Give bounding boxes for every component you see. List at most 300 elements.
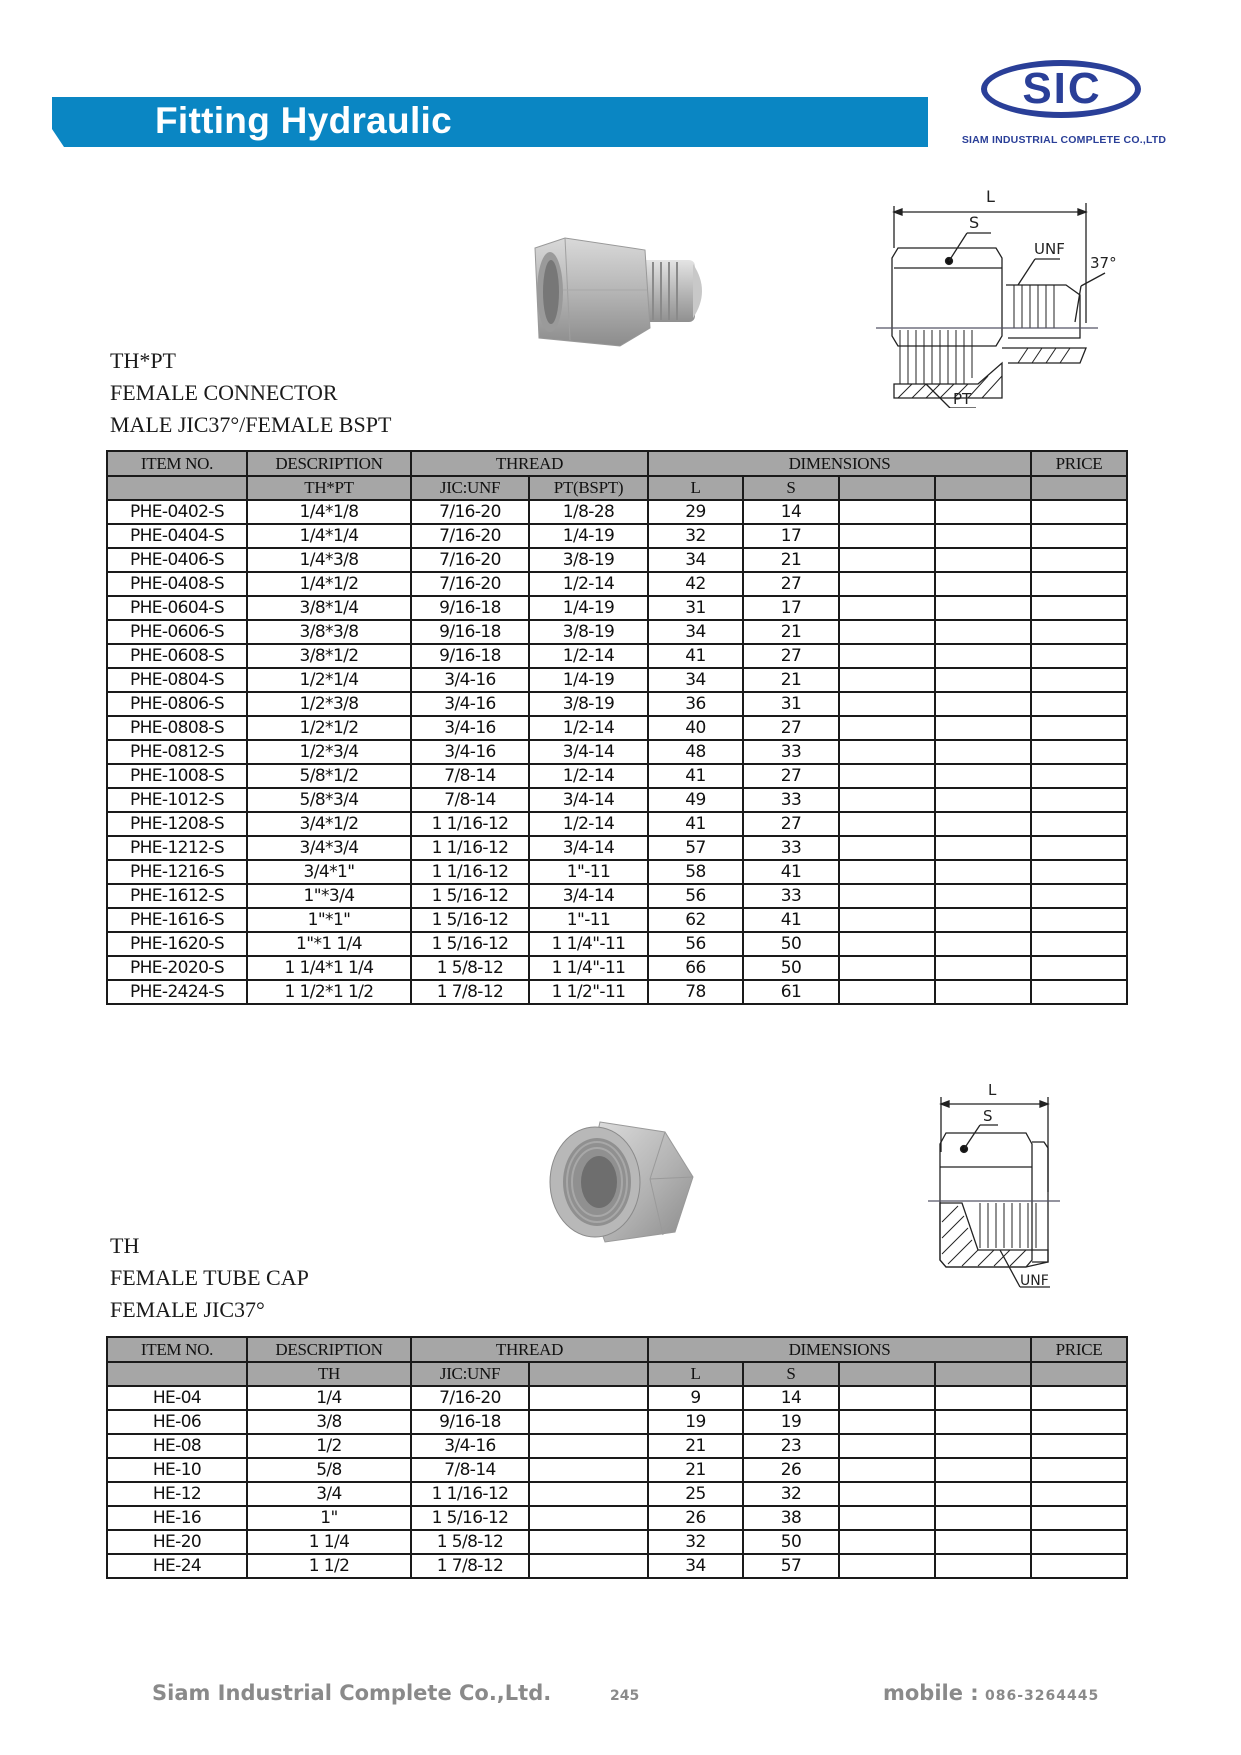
cell-dim-l: 78: [648, 980, 743, 1004]
cell-dim-l: 56: [648, 884, 743, 908]
cell-dim-l: 48: [648, 740, 743, 764]
cap-drawing-label-hex: S: [983, 1107, 993, 1125]
cell-thread-pt: 1 1/2"-11: [529, 980, 648, 1004]
cell-dim-s: 21: [743, 668, 839, 692]
female-tube-cap-photo: [545, 1117, 695, 1247]
cell-description: 1"*1": [247, 908, 411, 932]
cap-drawing-label-length: L: [988, 1082, 997, 1099]
cell-dim-l: 40: [648, 716, 743, 740]
cell-price: [1031, 932, 1127, 956]
cell-item-no: HE-20: [107, 1530, 247, 1554]
cell-dim-s: 21: [743, 620, 839, 644]
cell-dim-l: 36: [648, 692, 743, 716]
cell-thread-pt: 1/4-19: [529, 524, 648, 548]
cell-description: 1/4*3/8: [247, 548, 411, 572]
cell-item-no: PHE-0406-S: [107, 548, 247, 572]
header-dimensions: DIMENSIONS: [648, 451, 1031, 476]
table-header-row: [107, 451, 1127, 476]
cell-dim-3: [839, 596, 935, 620]
cell-dim-l: 56: [648, 932, 743, 956]
cell-dim-4: [935, 740, 1031, 764]
cell-dim-s: 17: [743, 596, 839, 620]
cell-dim-s: 26: [743, 1458, 839, 1482]
cell-dim-4: [935, 1506, 1031, 1530]
drawing-label-hex: S: [969, 213, 980, 232]
subheader-item: [107, 476, 247, 500]
cell-thread-pt: [529, 1386, 648, 1410]
subheader-dim3: [839, 476, 935, 500]
cell-dim-3: [839, 644, 935, 668]
cell-dim-l: 42: [648, 572, 743, 596]
cell-dim-4: [935, 524, 1031, 548]
cell-thread-pt: 3/4-14: [529, 788, 648, 812]
cell-thread-pt: 3/8-19: [529, 620, 648, 644]
cell-dim-s: 27: [743, 812, 839, 836]
cell-thread-pt: 1/2-14: [529, 716, 648, 740]
cell-dim-3: [839, 1458, 935, 1482]
cell-description: 3/4*1": [247, 860, 411, 884]
table-row: [107, 572, 1127, 596]
header-description: DESCRIPTION: [247, 1337, 411, 1362]
cell-dim-l: 21: [648, 1458, 743, 1482]
cell-thread-jic-unf: 7/16-20: [411, 548, 529, 572]
table-row: [107, 1458, 1127, 1482]
table-row: [107, 1554, 1127, 1578]
cell-thread-jic-unf: 1 7/8-12: [411, 980, 529, 1004]
cell-price: [1031, 788, 1127, 812]
cell-dim-s: 33: [743, 884, 839, 908]
cell-thread-jic-unf: 7/16-20: [411, 500, 529, 524]
cell-thread-pt: 3/4-14: [529, 740, 648, 764]
cell-dim-3: [839, 908, 935, 932]
cell-thread-pt: [529, 1458, 648, 1482]
cell-description: 1/4: [247, 1386, 411, 1410]
cell-thread-jic-unf: 9/16-18: [411, 1410, 529, 1434]
cell-item-no: PHE-0604-S: [107, 596, 247, 620]
cell-thread-jic-unf: 7/16-20: [411, 572, 529, 596]
cell-price: [1031, 764, 1127, 788]
cell-dim-3: [839, 548, 935, 572]
cell-description: 1/2*3/4: [247, 740, 411, 764]
table-row: [107, 1482, 1127, 1506]
cell-thread-jic-unf: 7/8-14: [411, 764, 529, 788]
table-subheader-row: [107, 1362, 1127, 1386]
cell-description: 5/8: [247, 1458, 411, 1482]
cell-dim-3: [839, 884, 935, 908]
cell-dim-l: 41: [648, 644, 743, 668]
table-row: [107, 524, 1127, 548]
header-price: PRICE: [1031, 451, 1127, 476]
header-thread: THREAD: [411, 451, 648, 476]
cell-price: [1031, 596, 1127, 620]
drawing-label-pt: PT: [953, 390, 972, 408]
cell-price: [1031, 1410, 1127, 1434]
cell-dim-s: 33: [743, 788, 839, 812]
cell-dim-l: 32: [648, 524, 743, 548]
cell-thread-pt: 3/4-14: [529, 836, 648, 860]
cell-price: [1031, 812, 1127, 836]
cell-dim-4: [935, 884, 1031, 908]
cell-thread-jic-unf: 1 5/16-12: [411, 932, 529, 956]
cell-item-no: HE-08: [107, 1434, 247, 1458]
header-description: DESCRIPTION: [247, 451, 411, 476]
cell-description: 3/8: [247, 1410, 411, 1434]
cell-thread-jic-unf: 1 5/16-12: [411, 1506, 529, 1530]
cell-thread-pt: 1/4-19: [529, 596, 648, 620]
cell-dim-4: [935, 788, 1031, 812]
cell-dim-s: 17: [743, 524, 839, 548]
cell-thread-pt: 1/2-14: [529, 812, 648, 836]
cell-dim-3: [839, 524, 935, 548]
footer-company: Siam Industrial Complete Co.,Ltd.: [152, 1681, 552, 1705]
logo-text: SIC: [1022, 64, 1102, 113]
cell-item-no: HE-16: [107, 1506, 247, 1530]
drawing-label-angle: 37°: [1090, 254, 1117, 272]
cell-thread-jic-unf: 1 1/16-12: [411, 860, 529, 884]
header-price: PRICE: [1031, 1337, 1127, 1362]
cell-dim-s: 33: [743, 740, 839, 764]
cell-thread-pt: [529, 1554, 648, 1578]
cell-dim-l: 26: [648, 1506, 743, 1530]
cell-description: 1"*3/4: [247, 884, 411, 908]
cell-dim-3: [839, 1482, 935, 1506]
table-row: [107, 644, 1127, 668]
cell-description: 3/8*1/2: [247, 644, 411, 668]
cell-price: [1031, 1458, 1127, 1482]
table-row: [107, 1434, 1127, 1458]
cell-price: [1031, 692, 1127, 716]
table-body: [107, 1386, 1127, 1578]
cell-description: 1/4*1/8: [247, 500, 411, 524]
cell-description: 3/4*1/2: [247, 812, 411, 836]
cap-drawing-label-unf: UNF: [1020, 1273, 1049, 1289]
logo-subtitle: SIAM INDUSTRIAL COMPLETE CO.,LTD: [961, 134, 1167, 146]
cell-dim-l: 21: [648, 1434, 743, 1458]
subheader-price: [1031, 1362, 1127, 1386]
cell-dim-3: [839, 932, 935, 956]
cell-dim-s: 27: [743, 572, 839, 596]
subheader-s: S: [743, 476, 839, 500]
cell-dim-l: 58: [648, 860, 743, 884]
cell-dim-4: [935, 932, 1031, 956]
cell-dim-3: [839, 668, 935, 692]
cell-dim-4: [935, 1482, 1031, 1506]
subheader-description: TH*PT: [247, 476, 411, 500]
cell-dim-s: 27: [743, 716, 839, 740]
table-row: [107, 980, 1127, 1004]
cell-price: [1031, 1386, 1127, 1410]
cell-thread-pt: [529, 1434, 648, 1458]
cell-dim-l: 57: [648, 836, 743, 860]
cell-thread-jic-unf: 3/4-16: [411, 716, 529, 740]
cell-dim-3: [839, 788, 935, 812]
female-tube-cap-drawing: [920, 1082, 1070, 1302]
table-row: [107, 884, 1127, 908]
cell-dim-3: [839, 836, 935, 860]
cell-price: [1031, 884, 1127, 908]
cell-dim-3: [839, 1506, 935, 1530]
cell-description: 3/4: [247, 1482, 411, 1506]
cell-dim-4: [935, 956, 1031, 980]
cell-thread-pt: 1"-11: [529, 860, 648, 884]
cell-thread-jic-unf: 1 1/16-12: [411, 812, 529, 836]
subheader-dim3: [839, 1362, 935, 1386]
cell-dim-4: [935, 500, 1031, 524]
cell-item-no: PHE-1616-S: [107, 908, 247, 932]
table-row: [107, 860, 1127, 884]
cell-description: 3/8*3/8: [247, 620, 411, 644]
cell-price: [1031, 548, 1127, 572]
cell-dim-3: [839, 860, 935, 884]
cell-item-no: HE-06: [107, 1410, 247, 1434]
cell-thread-pt: 1 1/4"-11: [529, 932, 648, 956]
cell-dim-3: [839, 980, 935, 1004]
cell-item-no: PHE-1212-S: [107, 836, 247, 860]
cell-dim-s: 50: [743, 1530, 839, 1554]
female-connector-spec-table: [106, 450, 1128, 1005]
cell-dim-l: 41: [648, 764, 743, 788]
cell-dim-3: [839, 956, 935, 980]
cell-dim-s: 27: [743, 764, 839, 788]
cell-description: 3/4*3/4: [247, 836, 411, 860]
cell-dim-4: [935, 644, 1031, 668]
cell-item-no: HE-04: [107, 1386, 247, 1410]
cell-item-no: PHE-1012-S: [107, 788, 247, 812]
female-connector-photo: [525, 228, 715, 363]
cell-dim-s: 27: [743, 644, 839, 668]
cell-dim-l: 49: [648, 788, 743, 812]
cell-description: 1 1/4*1 1/4: [247, 956, 411, 980]
cell-dim-4: [935, 836, 1031, 860]
cell-dim-3: [839, 692, 935, 716]
cell-description: 1 1/4: [247, 1530, 411, 1554]
subheader-price: [1031, 476, 1127, 500]
cell-dim-3: [839, 740, 935, 764]
cell-item-no: HE-24: [107, 1554, 247, 1578]
cell-description: 5/8*3/4: [247, 788, 411, 812]
female-tube-cap-spec-table: [106, 1336, 1128, 1579]
cell-dim-3: [839, 764, 935, 788]
cell-item-no: PHE-0408-S: [107, 572, 247, 596]
cell-item-no: HE-10: [107, 1458, 247, 1482]
cell-price: [1031, 1482, 1127, 1506]
cell-price: [1031, 956, 1127, 980]
table-row: [107, 788, 1127, 812]
cell-dim-3: [839, 1554, 935, 1578]
subheader-dim4: [935, 476, 1031, 500]
cell-dim-3: [839, 1434, 935, 1458]
subheader-l: L: [648, 476, 743, 500]
table-row: [107, 620, 1127, 644]
cell-dim-4: [935, 1386, 1031, 1410]
table-row: [107, 716, 1127, 740]
cell-dim-s: 14: [743, 1386, 839, 1410]
cell-thread-jic-unf: 3/4-16: [411, 692, 529, 716]
cell-dim-s: 50: [743, 932, 839, 956]
table-row: [107, 596, 1127, 620]
cell-price: [1031, 860, 1127, 884]
cell-dim-4: [935, 1434, 1031, 1458]
cell-description: 1": [247, 1506, 411, 1530]
cell-thread-jic-unf: 1 1/16-12: [411, 836, 529, 860]
cell-dim-l: 31: [648, 596, 743, 620]
cell-description: 1/4*1/2: [247, 572, 411, 596]
product2-code: TH: [110, 1233, 140, 1258]
header-dimensions: DIMENSIONS: [648, 1337, 1031, 1362]
cell-thread-jic-unf: 9/16-18: [411, 644, 529, 668]
cell-thread-pt: [529, 1410, 648, 1434]
cell-item-no: PHE-0808-S: [107, 716, 247, 740]
cell-thread-pt: 1/2-14: [529, 572, 648, 596]
cell-dim-s: 41: [743, 860, 839, 884]
cell-dim-3: [839, 716, 935, 740]
table-row: [107, 1386, 1127, 1410]
cell-thread-pt: 3/8-19: [529, 548, 648, 572]
drawing-label-length: L: [986, 188, 995, 206]
cell-dim-s: 21: [743, 548, 839, 572]
cell-item-no: PHE-1008-S: [107, 764, 247, 788]
cell-description: 1 1/2*1 1/2: [247, 980, 411, 1004]
cell-dim-s: 32: [743, 1482, 839, 1506]
cell-thread-pt: 1/2-14: [529, 644, 648, 668]
product1-spec: MALE JIC37°/FEMALE BSPT: [110, 412, 392, 437]
cell-dim-s: 31: [743, 692, 839, 716]
cell-thread-jic-unf: 7/16-20: [411, 1386, 529, 1410]
cell-item-no: PHE-1216-S: [107, 860, 247, 884]
cell-dim-4: [935, 572, 1031, 596]
cell-price: [1031, 1530, 1127, 1554]
cell-thread-jic-unf: 9/16-18: [411, 596, 529, 620]
header-thread: THREAD: [411, 1337, 648, 1362]
cell-dim-s: 61: [743, 980, 839, 1004]
cell-item-no: PHE-0606-S: [107, 620, 247, 644]
cell-dim-s: 33: [743, 836, 839, 860]
cell-item-no: PHE-0806-S: [107, 692, 247, 716]
cell-price: [1031, 572, 1127, 596]
table-row: [107, 740, 1127, 764]
subheader-dim4: [935, 1362, 1031, 1386]
cell-thread-pt: 1/8-28: [529, 500, 648, 524]
subheader-pt-bspt: PT(BSPT): [529, 476, 648, 500]
cell-description: 3/8*1/4: [247, 596, 411, 620]
cell-dim-l: 66: [648, 956, 743, 980]
cell-dim-4: [935, 548, 1031, 572]
table-row: [107, 500, 1127, 524]
cell-dim-l: 62: [648, 908, 743, 932]
table-row: [107, 812, 1127, 836]
cell-thread-pt: 1"-11: [529, 908, 648, 932]
cell-thread-jic-unf: 1 5/8-12: [411, 956, 529, 980]
table-row: [107, 764, 1127, 788]
cell-dim-3: [839, 500, 935, 524]
cell-price: [1031, 500, 1127, 524]
cell-dim-s: 50: [743, 956, 839, 980]
cell-description: 1/2*3/8: [247, 692, 411, 716]
cell-item-no: PHE-0608-S: [107, 644, 247, 668]
page-title: Fitting Hydraulic: [155, 100, 452, 141]
cell-thread-pt: [529, 1482, 648, 1506]
table-header-row: [107, 1337, 1127, 1362]
table-row: [107, 1410, 1127, 1434]
cell-dim-l: 9: [648, 1386, 743, 1410]
cell-dim-l: 32: [648, 1530, 743, 1554]
female-connector-drawing: [868, 188, 1128, 408]
table-row: [107, 932, 1127, 956]
header-item-no: ITEM NO.: [107, 451, 247, 476]
cell-thread-jic-unf: 1 7/8-12: [411, 1554, 529, 1578]
cell-dim-4: [935, 668, 1031, 692]
cell-price: [1031, 524, 1127, 548]
cell-dim-s: 57: [743, 1554, 839, 1578]
cell-thread-jic-unf: 1 5/8-12: [411, 1530, 529, 1554]
product2-spec: FEMALE JIC37°: [110, 1297, 265, 1322]
table-subheader-row: [107, 476, 1127, 500]
cell-dim-s: 41: [743, 908, 839, 932]
table-row: [107, 692, 1127, 716]
cell-dim-4: [935, 980, 1031, 1004]
cell-item-no: PHE-0812-S: [107, 740, 247, 764]
cell-thread-jic-unf: 1 1/16-12: [411, 1482, 529, 1506]
subheader-s: S: [743, 1362, 839, 1386]
cell-thread-jic-unf: 3/4-16: [411, 1434, 529, 1458]
cell-thread-jic-unf: 3/4-16: [411, 668, 529, 692]
drawing-label-unf: UNF: [1034, 240, 1065, 258]
cell-thread-pt: 1/4-19: [529, 668, 648, 692]
cell-price: [1031, 1506, 1127, 1530]
cell-item-no: PHE-1620-S: [107, 932, 247, 956]
cell-dim-l: 25: [648, 1482, 743, 1506]
cell-price: [1031, 644, 1127, 668]
cell-thread-pt: [529, 1530, 648, 1554]
cell-thread-pt: 1 1/4"-11: [529, 956, 648, 980]
cell-dim-4: [935, 1530, 1031, 1554]
cell-dim-l: 34: [648, 1554, 743, 1578]
product1-code: TH*PT: [110, 348, 176, 373]
cell-item-no: HE-12: [107, 1482, 247, 1506]
cell-price: [1031, 668, 1127, 692]
cell-dim-3: [839, 1410, 935, 1434]
subheader-item: [107, 1362, 247, 1386]
cell-thread-pt: 3/8-19: [529, 692, 648, 716]
cell-price: [1031, 620, 1127, 644]
cell-dim-3: [839, 620, 935, 644]
table-row: [107, 908, 1127, 932]
cell-dim-l: 34: [648, 668, 743, 692]
table-row: [107, 668, 1127, 692]
cell-price: [1031, 1554, 1127, 1578]
cell-dim-4: [935, 692, 1031, 716]
cell-description: 1/2: [247, 1434, 411, 1458]
table-row: [107, 836, 1127, 860]
cell-dim-s: 19: [743, 1410, 839, 1434]
cell-dim-3: [839, 1530, 935, 1554]
cell-dim-s: 38: [743, 1506, 839, 1530]
cell-price: [1031, 740, 1127, 764]
cell-thread-jic-unf: 3/4-16: [411, 740, 529, 764]
cell-price: [1031, 716, 1127, 740]
subheader-jic-unf: JIC:UNF: [411, 1362, 529, 1386]
cell-dim-s: 14: [743, 500, 839, 524]
table-row: [107, 548, 1127, 572]
cell-description: 1/2*1/4: [247, 668, 411, 692]
header-item-no: ITEM NO.: [107, 1337, 247, 1362]
cell-description: 1"*1 1/4: [247, 932, 411, 956]
cell-thread-jic-unf: 7/8-14: [411, 1458, 529, 1482]
cell-description: 1 1/2: [247, 1554, 411, 1578]
cell-description: 5/8*1/2: [247, 764, 411, 788]
cell-dim-l: 19: [648, 1410, 743, 1434]
cell-price: [1031, 1434, 1127, 1458]
